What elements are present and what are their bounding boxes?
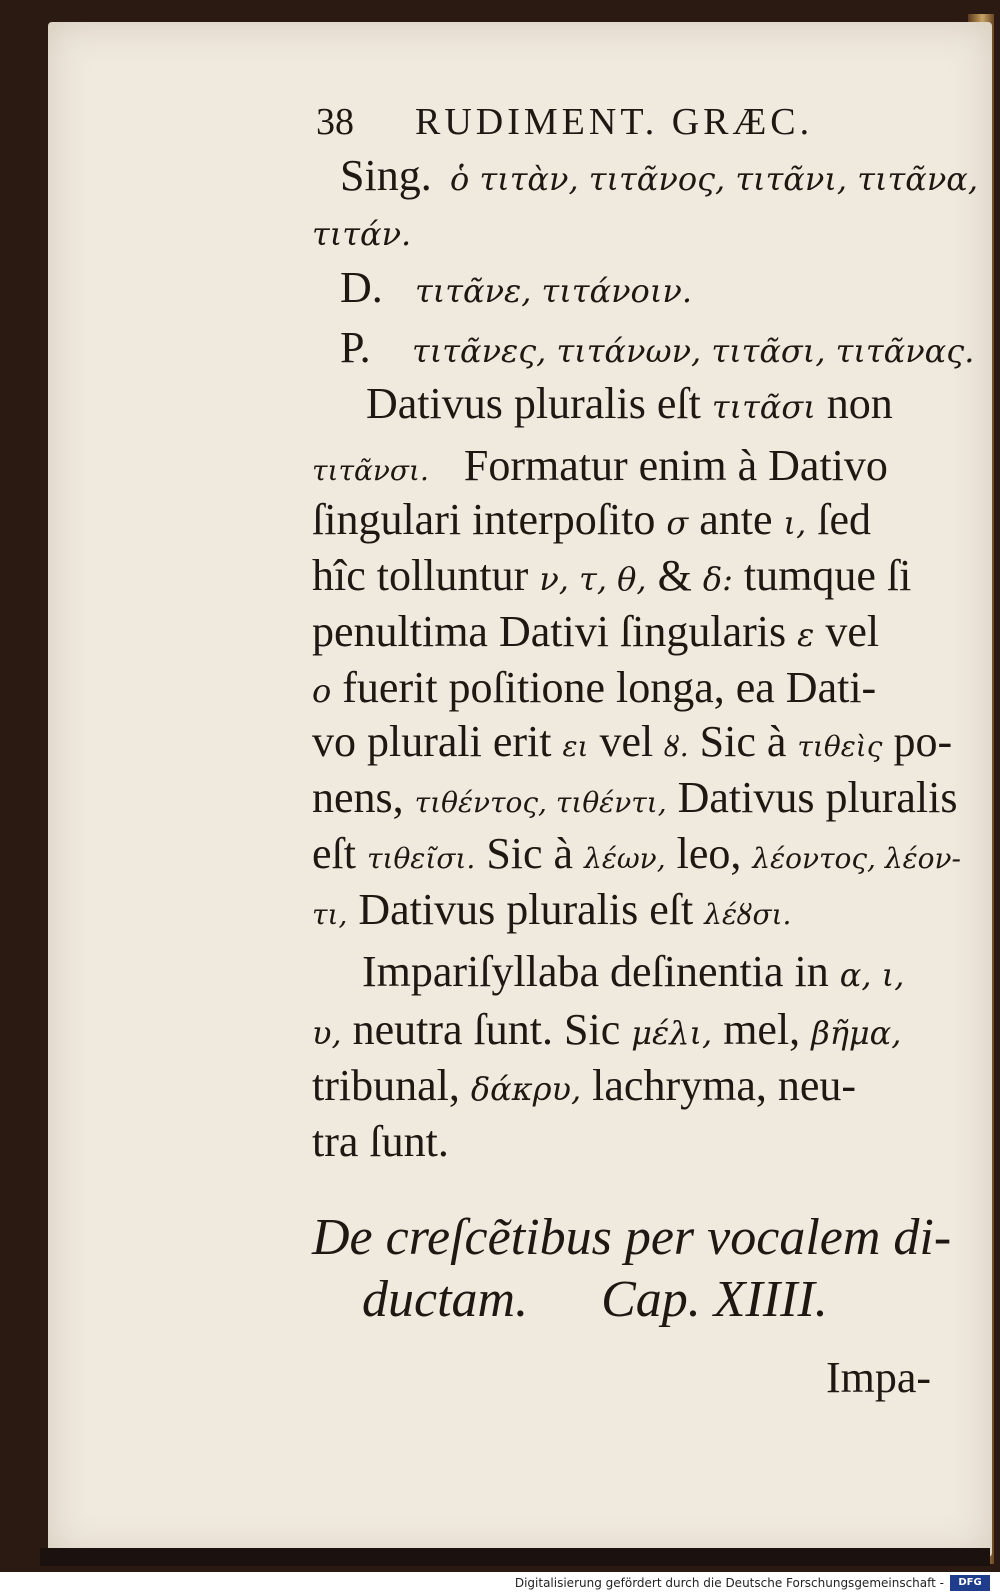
sing-forms-cont: τιτάν. bbox=[312, 215, 412, 253]
para1-line8 bbox=[312, 772, 957, 823]
heading-text: ductam. bbox=[362, 1271, 529, 1328]
footer-credit: Digitalisierung gefördert durch die Deutsche Forschungsgemeinschaft - bbox=[514, 1576, 944, 1590]
latin-text: mel, bbox=[723, 1005, 801, 1054]
greek-letter: ο bbox=[312, 672, 332, 710]
para1-line4 bbox=[312, 550, 911, 601]
para1-line3 bbox=[312, 494, 871, 545]
para2-line3 bbox=[312, 1060, 856, 1111]
latin-text: penultima Dativi ſingularis bbox=[312, 607, 787, 656]
para2-line1 bbox=[362, 946, 904, 997]
latin-text: tribunal, bbox=[312, 1061, 460, 1110]
greek-word: τιθεὶς bbox=[797, 730, 883, 763]
dual-forms: τιτᾶνε, τιτάνοιν. bbox=[415, 272, 692, 310]
para1-line5 bbox=[312, 606, 879, 657]
sing-forms: ὁ τιτὰν, τιτᾶνος, τιτᾶνι, τιτᾶνα, bbox=[450, 160, 979, 198]
greek-word: λέων, bbox=[584, 842, 666, 875]
sing-label: Sing. bbox=[340, 151, 432, 200]
latin-text: Sic à bbox=[486, 829, 574, 878]
plural-label: P. bbox=[340, 323, 371, 372]
latin-text: nens, bbox=[312, 773, 404, 822]
latin-text: vel bbox=[599, 717, 654, 766]
para1-line10 bbox=[312, 884, 791, 935]
greek-words: τιθέντος, τιθέντι, bbox=[414, 786, 667, 819]
latin-text: & bbox=[657, 551, 692, 600]
latin-text: po- bbox=[893, 717, 953, 766]
latin-text: Dativus pluralis eſt bbox=[358, 885, 694, 934]
greek-letters: ν, τ, θ, bbox=[539, 560, 647, 598]
para1-line9 bbox=[312, 828, 961, 879]
dual-label: D. bbox=[340, 263, 383, 312]
greek-word: τιθεῖσι. bbox=[366, 842, 476, 875]
latin-text: neutra ſunt. Sic bbox=[352, 1005, 621, 1054]
latin-text: fuerit poſitione longa, ea Dati- bbox=[342, 663, 877, 712]
latin-text: Formatur enim à Dativo bbox=[463, 441, 888, 490]
latin-text: tumque ſi bbox=[743, 551, 912, 600]
latin-text: eſt bbox=[312, 829, 356, 878]
greek-letter: υ, bbox=[312, 1014, 342, 1052]
para1-line2 bbox=[312, 440, 888, 491]
plural-forms: τιτᾶνες, τιτάνων, τιτᾶσι, τιτᾶνας. bbox=[412, 332, 975, 370]
greek-letter: ι, bbox=[783, 504, 807, 542]
latin-text: non bbox=[826, 379, 893, 428]
greek-word: μέλι, bbox=[631, 1014, 713, 1052]
greek-word: τιτᾶνσι. bbox=[312, 454, 429, 487]
para1-line7 bbox=[312, 716, 952, 767]
greek-word: τι, bbox=[312, 898, 348, 931]
latin-text: leo, bbox=[676, 829, 742, 878]
page-bottom-edge bbox=[40, 1548, 990, 1566]
greek-letter: ε bbox=[797, 616, 815, 654]
greek-letters: ει bbox=[562, 730, 589, 763]
para1-line1 bbox=[366, 378, 893, 429]
latin-text: ſed bbox=[817, 495, 872, 544]
page-number: 38 bbox=[316, 101, 354, 143]
latin-text: ſingulari interpoſito bbox=[312, 495, 656, 544]
dfg-logo-icon: DFG bbox=[950, 1575, 990, 1591]
latin-text: hîc tolluntur bbox=[312, 551, 529, 600]
chapter-number: Cap. XIIII. bbox=[601, 1271, 828, 1328]
greek-letter: δ: bbox=[702, 560, 733, 598]
para2-line4: tra ſunt. bbox=[312, 1117, 449, 1166]
latin-text: vel bbox=[825, 607, 880, 656]
greek-word: τιτᾶσι bbox=[711, 388, 816, 426]
greek-letter: σ bbox=[666, 504, 689, 542]
latin-text: lachryma, neu- bbox=[592, 1061, 857, 1110]
greek-letters: α, ι, bbox=[839, 956, 905, 994]
greek-letter: ȣ. bbox=[664, 730, 689, 763]
latin-text: Dativus pluralis bbox=[677, 773, 958, 822]
latin-text: Dativus pluralis eſt bbox=[366, 379, 701, 428]
catchword: Impa- bbox=[826, 1353, 932, 1402]
latin-text: Sic à bbox=[699, 717, 787, 766]
greek-word: δάκρυ, bbox=[470, 1070, 582, 1108]
para1-line6 bbox=[312, 662, 876, 713]
chapter-heading-line1: De creſcẽtibus per vocalem di- bbox=[312, 1209, 952, 1266]
chapter-heading-line2 bbox=[362, 1270, 828, 1329]
latin-text: vo plurali erit bbox=[312, 717, 552, 766]
latin-text: Impariſyllaba deſinentia in bbox=[362, 947, 829, 996]
greek-word: λέȣσι. bbox=[704, 898, 792, 931]
digitization-footer bbox=[0, 1572, 1000, 1595]
running-title: RUDIMENT. GRÆC. bbox=[415, 101, 814, 143]
para2-line2 bbox=[312, 1004, 901, 1055]
greek-word: βῆμα, bbox=[811, 1014, 902, 1052]
latin-text: ante bbox=[699, 495, 773, 544]
greek-words: λέοντος, λέον- bbox=[752, 842, 961, 875]
